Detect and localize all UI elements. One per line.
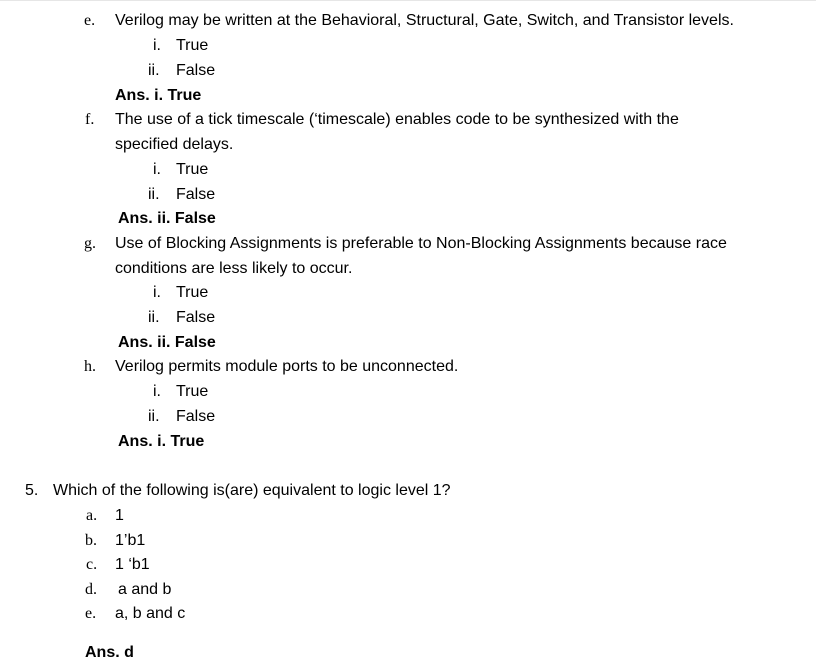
- item-e-answer: Ans. i. True: [115, 87, 202, 104]
- item-h-marker: h.: [84, 358, 96, 375]
- item-f-option-i-marker: i.: [153, 161, 161, 178]
- question-5-option-a-marker: a.: [86, 507, 98, 524]
- item-h-text: Verilog permits module ports to be unconnected.: [115, 358, 459, 375]
- item-f-option-ii-text: False: [176, 186, 216, 203]
- question-5-option-b-text: 1’b1: [115, 532, 146, 549]
- item-g-option-ii-marker: ii.: [148, 309, 160, 326]
- item-h-option-ii-text: False: [176, 408, 216, 425]
- item-e-option-i-marker: i.: [153, 37, 161, 54]
- item-e-marker: e.: [84, 12, 96, 29]
- question-5-answer: Ans. d: [85, 644, 134, 661]
- question-5-option-d-text: a and b: [118, 581, 172, 598]
- item-h-option-i-marker: i.: [153, 383, 161, 400]
- item-h-answer: Ans. i. True: [118, 433, 205, 450]
- item-e-text: Verilog may be written at the Behavioral, Structural, Gate, Switch, and Transistor levels.: [115, 12, 734, 29]
- item-e-option-i-text: True: [176, 37, 209, 54]
- item-f-answer: Ans. ii. False: [118, 210, 216, 227]
- item-g-marker: g.: [84, 235, 96, 252]
- item-e-option-ii-text: False: [176, 62, 216, 79]
- item-g-option-ii-text: False: [176, 309, 216, 326]
- question-5-option-b-marker: b.: [85, 532, 97, 549]
- question-5-option-a-text: 1: [115, 507, 124, 524]
- item-g-text-line-2: conditions are less likely to occur.: [115, 260, 353, 277]
- question-5-number: 5.: [25, 482, 39, 499]
- item-f-option-ii-marker: ii.: [148, 186, 160, 203]
- item-f-marker: f.: [85, 111, 95, 128]
- item-g-option-i-marker: i.: [153, 284, 161, 301]
- item-e-option-ii-marker: ii.: [148, 62, 160, 79]
- question-5-text: Which of the following is(are) equivalent to logic level 1?: [53, 482, 451, 499]
- question-5-option-e-marker: e.: [85, 605, 97, 622]
- item-g-option-i-text: True: [176, 284, 209, 301]
- item-f-text-line-2: specified delays.: [115, 136, 234, 153]
- item-g-text-line-1: Use of Blocking Assignments is preferable to Non-Blocking Assignments because race: [115, 235, 727, 252]
- item-h-option-ii-marker: ii.: [148, 408, 160, 425]
- page-top-rule: [0, 0, 816, 1]
- item-f-text-line-1: The use of a tick timescale (‘timescale) enables code to be synthesized with the: [115, 111, 679, 128]
- question-5-option-d-marker: d.: [85, 581, 97, 598]
- question-5-option-c-marker: c.: [86, 556, 98, 573]
- item-g-answer: Ans. ii. False: [118, 334, 216, 351]
- item-h-option-i-text: True: [176, 383, 209, 400]
- question-5-option-e-text: a, b and c: [115, 605, 186, 622]
- question-5-option-c-text: 1 ‘b1: [115, 556, 150, 573]
- item-f-option-i-text: True: [176, 161, 209, 178]
